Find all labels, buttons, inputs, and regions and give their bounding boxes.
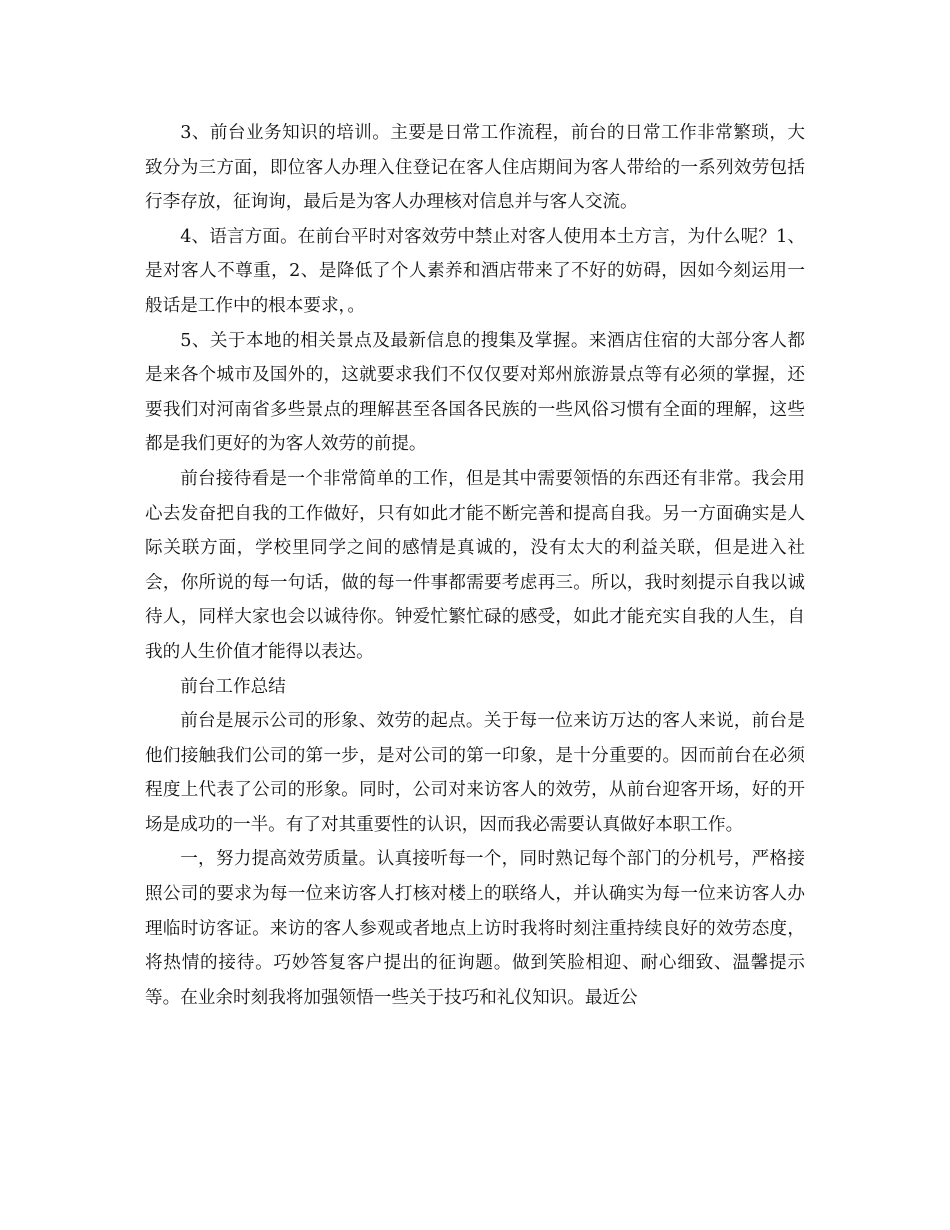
paragraph-service-quality: 一，努力提高效劳质量。认真接听每一个，同时熟记每个部门的分机号，严格接照公司的要求为每一位来访客人打核对楼上的联络人，并认确实为每一位来访客人办理临时访客证。来访的客人参观或者地点上访时我将时刻注重持续良好的效劳态度，将热情的接待。巧妙答复客户提出的征询题。做到笑脸相迎、耐心细致、温馨提示等。在业余时刻我将加强领悟一些关于技巧和礼仪知识。最近公 xyxy=(145,849,805,1008)
paragraph-local-attractions: 5、关于本地的相关景点及最新信息的搜集及掌握。来酒店住宿的大部分客人都是来各个城市及国外的，这就要求我们不仅仅要对郑州旅游景点等有必须的掌握，还要我们对河南省多些景点的理解甚至各国各民族的一些风俗习惯有全面的理解，这些都是我们更好的为客人效劳的前提。 xyxy=(145,330,805,455)
paragraph-language: 4、语言方面。在前台平时对客效劳中禁止对客人使用本土方言，为什么呢？1、是对客人不尊重，2、是降低了个人素养和酒店带来了不好的妨碍，因如今刻运用一般话是工作中的根本要求，。 xyxy=(145,226,805,316)
section-title: 前台工作总结 xyxy=(180,676,286,697)
paragraph-reception-reflection: 前台接待看是一个非常简单的工作，但是其中需要领悟的东西还有非常。我会用心去发奋把自我的工作做好，只有如此才能不断完善和提高自我。另一方面确实是人际关联方面，学校里同学之间的感情是真诚的，没有太大的利益关联，但是进入社会，你所说的每一句话，做的每一件事都需要考虑再三。所以，我时刻提示自我以诚待人，同样大家也会以诚待你。钟爱忙繁忙碌的感受，如此才能充实自我的人生，自我的人生价值才能得以表达。 xyxy=(145,468,805,662)
document-body xyxy=(145,116,805,1015)
paragraph-company-image: 前台是展示公司的形象、效劳的起点。关于每一位来访万达的客人来说，前台是他们接触我们公司的第一步，是对公司的第一印象，是十分重要的。因而前台在必须程度上代表了公司的形象。同时，公司对来访客人的效劳，从前台迎客开场，好的开场是成功的一半。有了对其重要性的认识，因而我必需要认真做好本职工作。 xyxy=(145,711,805,835)
paragraph-front-desk-training: 3、前台业务知识的培训。主要是日常工作流程，前台的日常工作非常繁琐，大致分为三方面，即位客人办理入住登记在客人住店期间为客人带给的一系列效劳包括行李存放，征询询，最后是为客人办理核对信息并与客人交流。 xyxy=(145,123,805,213)
